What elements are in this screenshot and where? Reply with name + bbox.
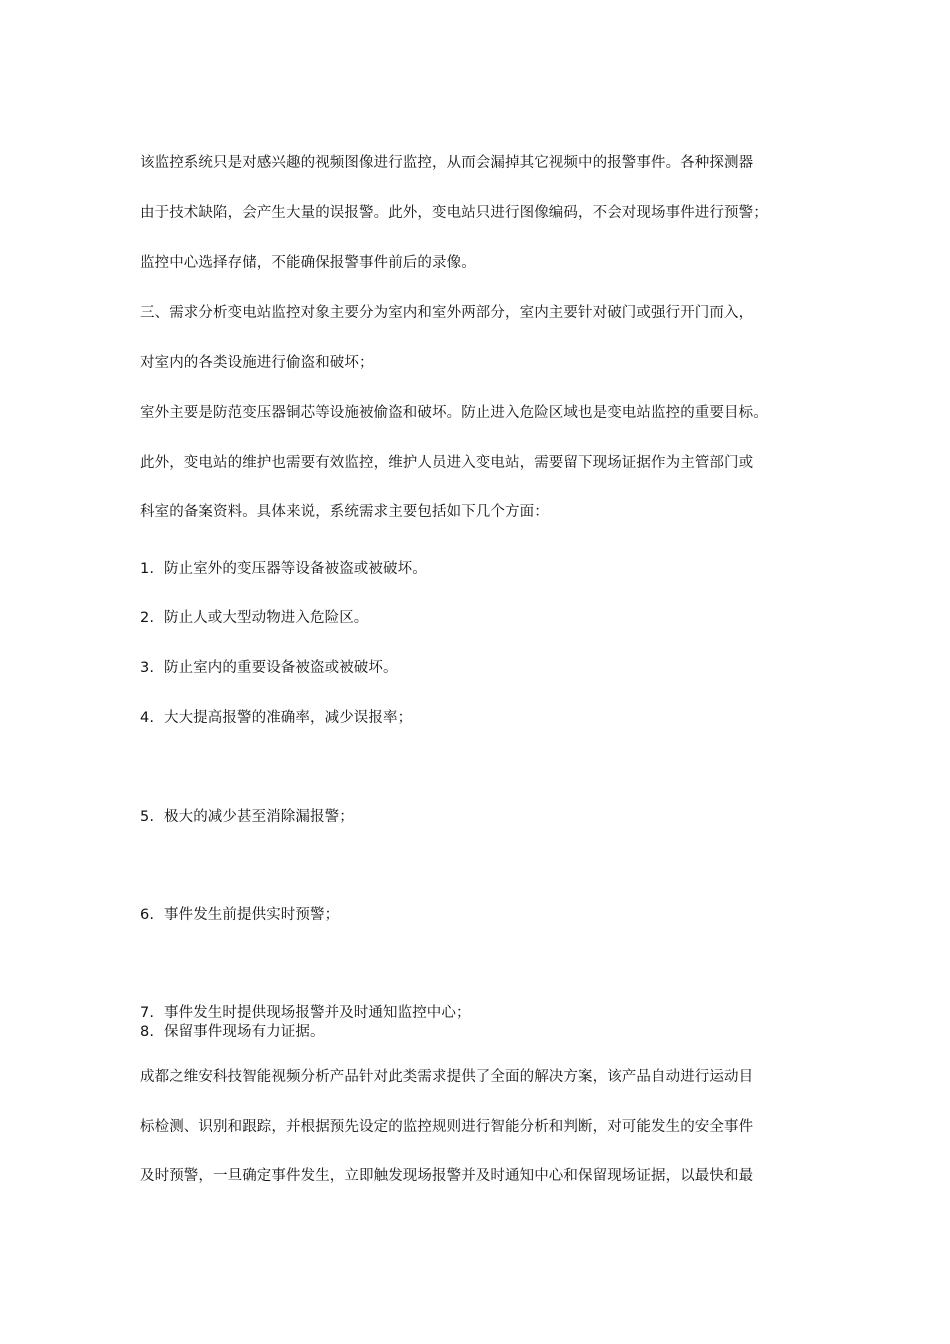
requirement-number: 4. (140, 710, 155, 726)
requirement-item-8 (140, 1023, 830, 1041)
paragraph-3-line-2: 此外，变电站的维护也需要有效监控，维护人员进入变电站，需要留下现场证据作为主管部门或 (140, 455, 754, 471)
paragraph-2-line-1: 三、需求分析变电站监控对象主要分为室内和室外两部分，室内主要针对破门或强行开门而入， (140, 305, 754, 321)
requirement-text: 事件发生前提供实时预警； (164, 907, 340, 923)
paragraph-4-line-3: 及时预警，一旦确定事件发生，立即触发现场报警并及时通知中心和保留现场证据，以最快和最 (140, 1168, 754, 1184)
requirement-text: 极大的减少甚至消除漏报警； (164, 809, 354, 825)
requirement-number: 1. (140, 561, 155, 577)
requirement-number: 8. (140, 1024, 155, 1040)
requirement-number: 5. (140, 809, 155, 825)
requirement-number: 3. (140, 660, 155, 676)
requirement-number: 2. (140, 610, 155, 626)
requirement-text: 事件发生时提供现场报警并及时通知监控中心； (164, 1005, 471, 1021)
requirement-item-1 (140, 560, 830, 578)
paragraph-3-line-3: 科室的备案资料。具体来说，系统需求主要包括如下几个方面： (140, 504, 549, 520)
paragraph-1-line-2: 由于技术缺陷，会产生大量的误报警。此外，变电站只进行图像编码，不会对现场事件进行预警； (140, 205, 768, 221)
paragraph-1-line-3: 监控中心选择存储，不能确保报警事件前后的录像。 (140, 255, 476, 271)
requirement-text: 防止人或大型动物进入危险区。 (164, 610, 369, 626)
requirement-text: 防止室外的变压器等设备被盗或被破坏。 (164, 561, 427, 577)
requirement-item-3 (140, 659, 830, 677)
requirement-number: 7. (140, 1005, 155, 1021)
paragraph-4-line-2: 标检测、识别和跟踪，并根据预先设定的监控规则进行智能分析和判断，对可能发生的安全事件 (140, 1119, 754, 1135)
paragraph-4-line-1: 成都之维安科技智能视频分析产品针对此类需求提供了全面的解决方案，该产品自动进行运动目 (140, 1069, 754, 1085)
requirement-item-7 (140, 1004, 830, 1022)
requirement-text: 保留事件现场有力证据。 (164, 1024, 325, 1040)
paragraph-3-line-1: 室外主要是防范变压器铜芯等设施被偷盗和破坏。防止进入危险区域也是变电站监控的重要目标。 (140, 405, 768, 421)
paragraph-1-line-1: 该监控系统只是对感兴趣的视频图像进行监控，从而会漏掉其它视频中的报警事件。各种探测器 (140, 155, 754, 171)
requirement-item-5 (140, 808, 830, 826)
requirement-item-2 (140, 609, 830, 627)
requirement-text: 防止室内的重要设备被盗或被破坏。 (164, 660, 398, 676)
requirement-number: 6. (140, 907, 155, 923)
paragraph-2-line-2: 对室内的各类设施进行偷盗和破坏； (140, 355, 374, 371)
requirement-text: 大大提高报警的准确率，减少误报率； (164, 710, 413, 726)
requirement-item-4 (140, 709, 830, 727)
requirement-item-6 (140, 906, 830, 924)
